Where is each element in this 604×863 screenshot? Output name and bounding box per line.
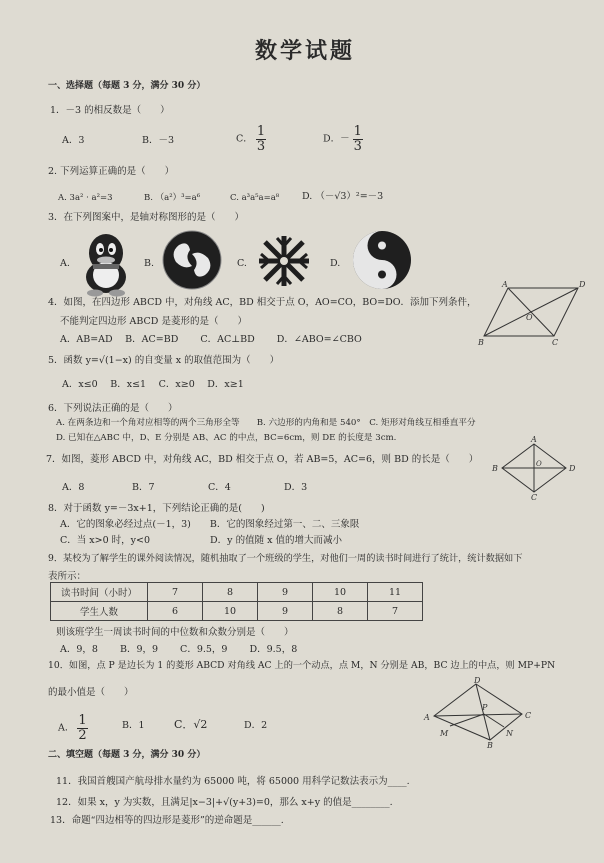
table-cell: 10 — [313, 583, 368, 602]
penguin-figure — [76, 231, 136, 297]
q1-option-c-fraction — [256, 125, 266, 153]
q1-option-d — [323, 125, 363, 153]
table-cell: 6 — [148, 602, 203, 621]
q10-option-b: B．1 — [122, 720, 145, 731]
q3-option-d-label: D. — [330, 258, 341, 269]
q1-option-d-fraction — [353, 125, 363, 153]
q3-stem: 3．在下列图案中，是轴对称图形的是（ ） — [48, 212, 245, 223]
q1-c-denominator: 3 — [256, 138, 266, 154]
q10-option-d: D．2 — [244, 720, 268, 731]
q4-label-o: O — [526, 313, 533, 322]
table-row — [51, 583, 423, 602]
q10-rhombus-figure — [424, 676, 542, 750]
reading-time-table — [50, 582, 423, 621]
q2-stem: 2. 下列运算正确的是（ ） — [48, 166, 175, 177]
q1-option-b: B．－3 — [142, 135, 175, 146]
q7-option-d: D．3 — [284, 482, 308, 493]
table-row-header: 学生人数 — [51, 602, 148, 621]
q4-label-b: B — [478, 338, 484, 347]
q7-stem: 7．如图，菱形 ABCD 中，对角线 AC，BD 相交于点 O，若 AB=5，AC=6，则 BD 的长是（ ） — [46, 454, 479, 465]
table-cell: 10 — [203, 602, 258, 621]
q10-label-a: A — [424, 713, 430, 722]
q8-stem: 8．对于函数 y=－3x+1，下列结论正确的是( ) — [48, 503, 265, 514]
table-cell: 8 — [203, 583, 258, 602]
q5-stem: 5．函数 y=√(1−x) 的自变量 x 的取值范围为（ ） — [48, 355, 280, 366]
q1-c-numerator: 1 — [256, 124, 266, 139]
q6-line1: A. 在两条边和一个角对应相等的两个三角形全等 B. 六边形的内角和是 540° C. 矩形对角线互相垂直平分 — [56, 418, 476, 428]
q9-stem-line1: 9．某校为了解学生的课外阅读情况，随机抽取了一个班级的学生，对他们一周的读书时间进行了统计，统计数据如下 — [48, 553, 523, 564]
q6-line2: D. 已知在△ABC 中，D、E 分别是 AB、AC 的中点，BC=6cm，则 DE 的长度是 3cm. — [56, 433, 397, 443]
q10-a-denominator: 2 — [78, 727, 87, 743]
q9-stem-line2: 表所示： — [48, 571, 87, 582]
q2-option-b: B. （a²）³=a⁶ — [144, 193, 201, 203]
q5-options: A．x≤0 B．x≤1 C．x≥0 D．x≥1 — [62, 379, 244, 390]
q1-d-denominator: 3 — [353, 138, 362, 154]
section1-header: 一、选择题（每题 3 分，满分 30 分） — [48, 81, 206, 91]
q1-stem: 1．－3 的相反数是（ ） — [50, 105, 170, 116]
section2-header: 二、填空题（每题 3 分，满分 30 分） — [48, 750, 206, 760]
page-title: 数学试题 — [255, 38, 356, 64]
q4-label-d: D — [579, 280, 586, 289]
q10-stem: 10．如图，点 P 是边长为 1 的菱形 ABCD 对角线 AC 上的一个动点，点 M，N 分别是 AB，BC 边上的中点，则 MP+PN — [48, 660, 556, 671]
q1-d-numerator: 1 — [353, 124, 362, 139]
q11-text: 11．我国首艘国产航母排水量约为 65000 吨，将 65000 用科学记数法表示为____. — [56, 776, 410, 787]
q10-option-a-label: A． — [58, 722, 75, 734]
yin-yang-figure — [352, 230, 412, 290]
snowflake-figure — [255, 232, 313, 290]
q3-option-b-label: B. — [144, 258, 155, 269]
q4-parallelogram-figure — [478, 282, 590, 346]
q7-label-d: D — [569, 464, 576, 473]
q1-option-c — [236, 125, 266, 153]
q10-label-c: C — [525, 711, 532, 720]
q3-option-c-label: C. — [237, 258, 247, 269]
q4-label-a: A — [502, 280, 508, 289]
q12-text: 12．如果 x，y 为实数，且满足|x−3|+√(y+3)=0，那么 x+y 的值是________. — [56, 797, 393, 808]
table-cell: 7 — [148, 583, 203, 602]
q7-option-b: B．7 — [132, 482, 155, 493]
q7-rhombus-figure — [492, 435, 576, 502]
q10-option-a — [58, 714, 88, 742]
q13-text: 13．命题“四边相等的四边形是菱形”的逆命题是______. — [50, 815, 284, 826]
q1-option-a: A．3 — [62, 135, 85, 146]
q9-options: A．9，8 B．9，9 C．9.5，9 D．9.5，8 — [60, 644, 298, 655]
table-cell: 7 — [368, 602, 423, 621]
q10-option-c: C．√2 — [174, 718, 208, 731]
q10-label-n: N — [506, 729, 513, 738]
table-cell: 8 — [313, 602, 368, 621]
q2-option-d: D. （－√3）²=－3 — [302, 191, 384, 202]
tiger-circle-figure — [162, 230, 222, 290]
q10-label-p: P — [482, 703, 488, 712]
q7-label-b: B — [492, 464, 498, 473]
q10-a-numerator: 1 — [78, 713, 87, 728]
q10-label-d: D — [474, 676, 481, 685]
q7-option-c: C．4 — [208, 482, 231, 493]
q4-options: A．AB=AD B．AC=BD C．AC⊥BD D．∠ABO=∠CBO — [60, 334, 362, 345]
q8-line1: A．它的图象必经过点(－1，3) B．它的图象经过第一、二、三象限 — [60, 519, 360, 530]
q10-label-b: B — [487, 741, 493, 750]
q7-label-c: C — [531, 493, 538, 502]
table-cell: 9 — [258, 602, 313, 621]
table-row — [51, 602, 423, 621]
q7-label-o: O — [536, 460, 542, 468]
table-row-header: 读书时间（小时） — [51, 583, 148, 602]
q2-option-a: A. 3a² · a²=3 — [58, 193, 113, 203]
table-cell: 9 — [258, 583, 313, 602]
q10-option-a-fraction — [77, 714, 87, 742]
q1-option-d-label: D．－ — [323, 133, 350, 145]
q4-label-c: C — [552, 338, 559, 347]
q10-stem-line2: 的最小值是（ ） — [48, 687, 134, 698]
q7-label-a: A — [531, 435, 537, 444]
q6-stem: 6．下列说法正确的是（ ） — [48, 403, 178, 414]
table-cell: 11 — [368, 583, 423, 602]
q4-stem-line2: 不能判定四边形 ABCD 是菱形的是（ ） — [60, 316, 247, 327]
q2-option-c: C. a³a⁵a=a⁸ — [230, 193, 280, 203]
q8-line2: C．当 x>0 时，y<0 D．y 的值随 x 值的增大而减小 — [60, 535, 342, 546]
q3-option-a-label: A. — [60, 258, 70, 269]
q1-option-c-label: C． — [236, 133, 253, 145]
q9-question: 则该班学生一周读书时间的中位数和众数分别是（ ） — [56, 627, 294, 638]
q7-option-a: A．8 — [62, 482, 85, 493]
q10-label-m: M — [440, 729, 449, 738]
q4-stem-line1: 4．如图，在四边形 ABCD 中，对角线 AC，BD 相交于点 O，AO=CO，BO=DO．添加下列条件， — [48, 297, 477, 308]
